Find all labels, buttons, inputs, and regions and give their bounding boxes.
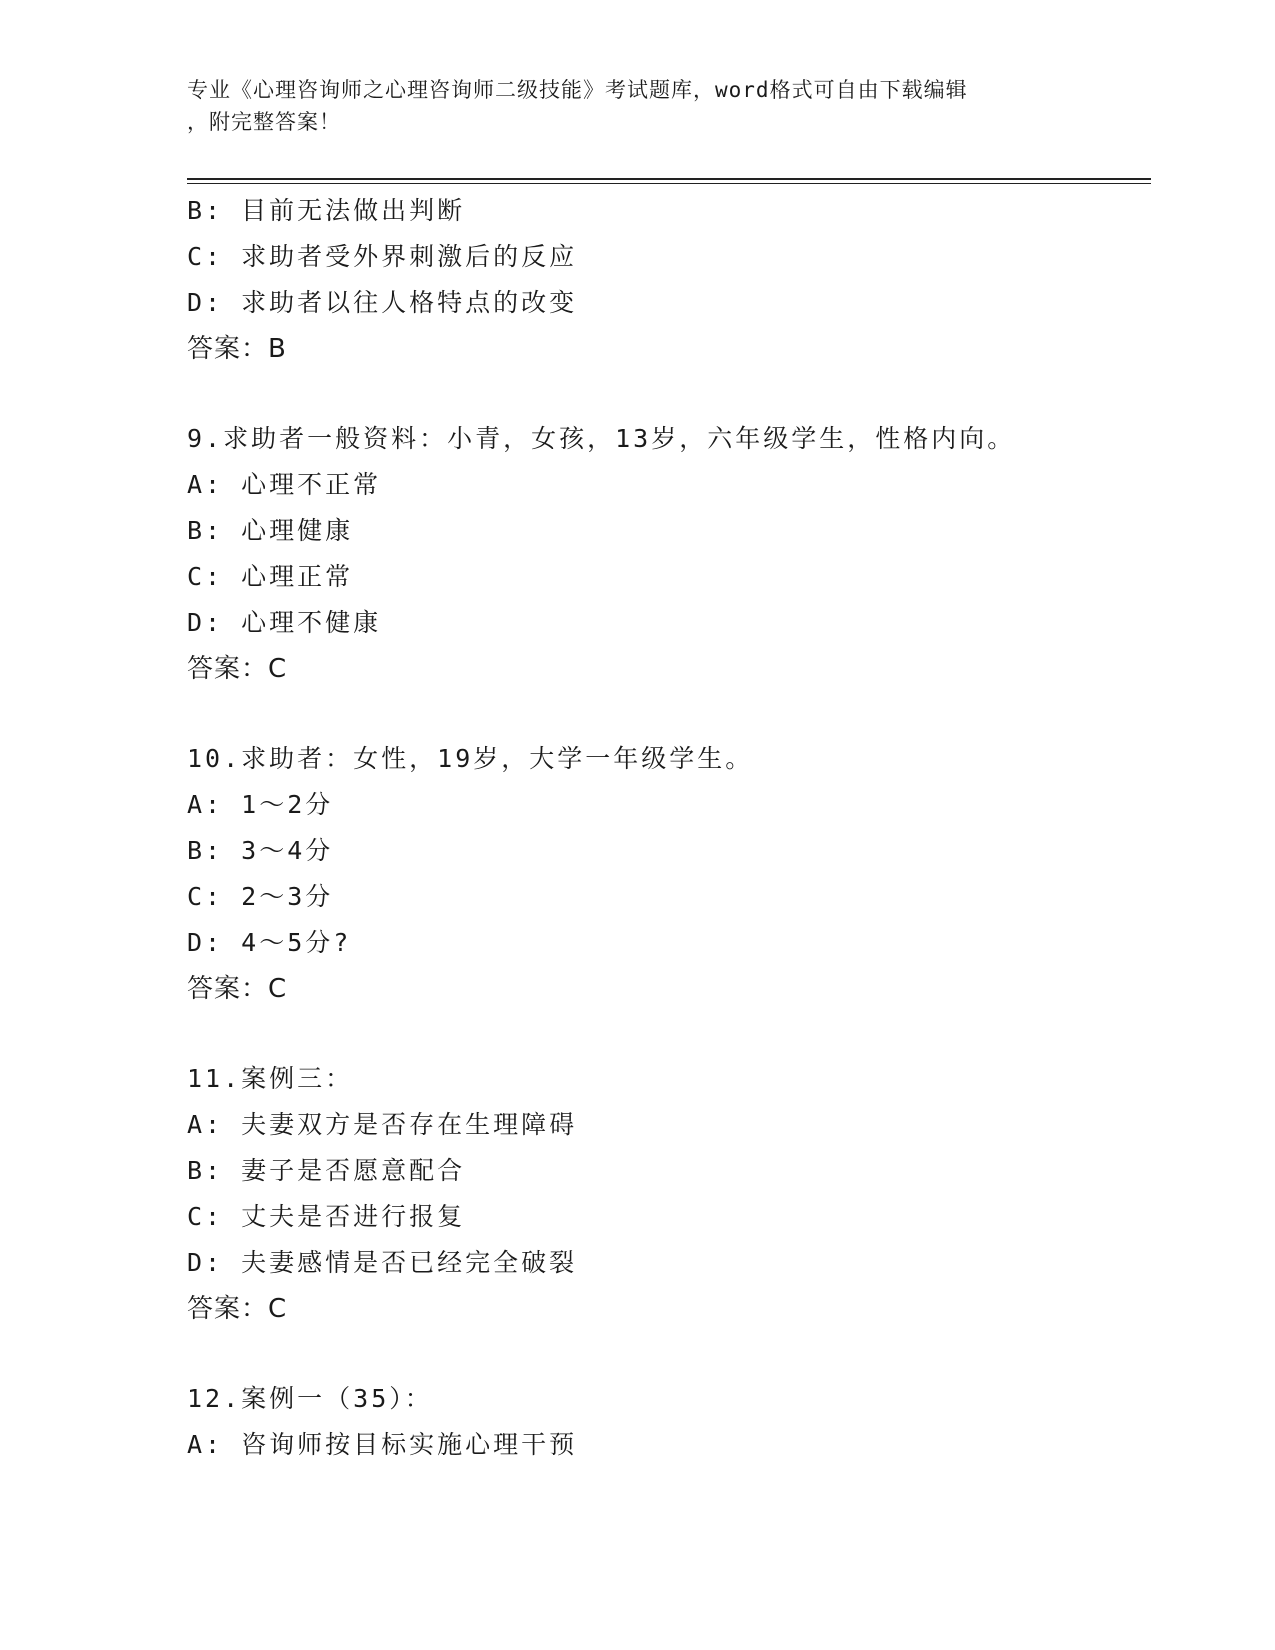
header-divider-thick [187, 178, 1151, 180]
question-text: 9.求助者一般资料：小青，女孩，13岁，六年级学生，性格内向。 [187, 424, 1016, 453]
option-a: A: 1～2分 [187, 790, 334, 819]
option-d: D: 心理不健康 [187, 608, 382, 637]
option-b: B: 妻子是否愿意配合 [187, 1156, 466, 1185]
option-d: D: 4～5分? [187, 928, 352, 957]
question-block [187, 188, 1147, 372]
option-a: A: 心理不正常 [187, 470, 382, 499]
question-text: 11.案例三： [187, 1064, 354, 1093]
answer-line: 答案：B [187, 334, 287, 364]
document-header [187, 74, 1067, 138]
option-a: A: 咨询师按目标实施心理干预 [187, 1430, 578, 1459]
answer-line: 答案：C [187, 974, 288, 1004]
option-d: D: 求助者以往人格特点的改变 [187, 288, 578, 317]
header-divider-thin [187, 183, 1151, 184]
option-b: B: 心理健康 [187, 516, 354, 545]
option-d: D: 夫妻感情是否已经完全破裂 [187, 1248, 578, 1277]
question-list [187, 188, 1147, 1468]
question-text: 12.案例一（35）： [187, 1384, 433, 1413]
option-a: A: 夫妻双方是否存在生理障碍 [187, 1110, 578, 1139]
header-title-line: 专业《心理咨询师之心理咨询师二级技能》考试题库，word格式可自由下载编辑 [187, 78, 968, 102]
option-c: C: 2～3分 [187, 882, 334, 911]
option-c: C: 求助者受外界刺激后的反应 [187, 242, 578, 271]
question-text: 10.求助者：女性，19岁，大学一年级学生。 [187, 744, 754, 773]
answer-line: 答案：C [187, 654, 288, 684]
question-block [187, 1056, 1147, 1332]
question-block [187, 1376, 1147, 1468]
answer-line: 答案：C [187, 1294, 288, 1324]
question-block [187, 416, 1147, 692]
question-block [187, 736, 1147, 1012]
option-b: B: 3～4分 [187, 836, 334, 865]
header-subtitle-line: ，附完整答案！ [187, 110, 341, 134]
option-c: C: 丈夫是否进行报复 [187, 1202, 466, 1231]
option-b: B: 目前无法做出判断 [187, 196, 466, 225]
option-c: C: 心理正常 [187, 562, 354, 591]
